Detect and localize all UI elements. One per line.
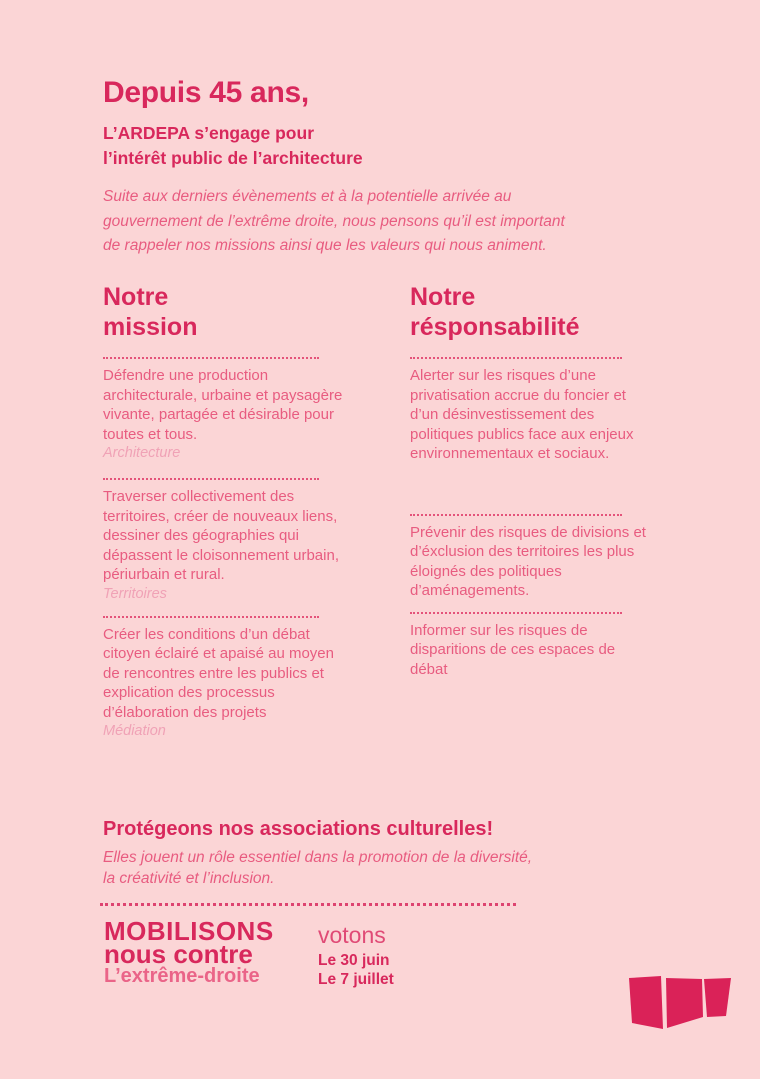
mission-title-line-2: mission xyxy=(103,313,198,341)
mobilize-section xyxy=(104,916,274,987)
mission-title xyxy=(103,282,353,342)
vote-date-2: Le 7 juillet xyxy=(318,971,394,988)
dotted-divider xyxy=(103,357,319,359)
header xyxy=(103,76,593,259)
page-title: Depuis 45 ans, xyxy=(103,76,309,109)
mission-item-tag: Architecture xyxy=(103,445,181,461)
responsibility-item-text: Prévenir des risques de divisions et d’éxclusion des territoires les plus éloignés des politiques d’aménagements. xyxy=(410,523,646,599)
mission-title-line-1: Notre xyxy=(103,283,169,311)
dotted-divider xyxy=(103,616,319,618)
responsibility-item-informer xyxy=(410,612,648,680)
mobilize-line-1: MOBILISONS xyxy=(104,916,274,946)
subtitle xyxy=(103,121,593,171)
responsibility-item-prevenir xyxy=(410,514,648,601)
vote-date-1: Le 30 juin xyxy=(318,952,390,969)
dotted-divider-long xyxy=(100,903,516,906)
mobilize-line-3: L’extrême-droite xyxy=(104,965,260,987)
protect-title: Protégeons nos associations culturelles! xyxy=(103,818,494,840)
responsibility-item-text: Informer sur les risques de disparitions de ces espaces de débat xyxy=(410,621,616,678)
columns xyxy=(103,282,648,739)
mission-item-text: Traverser collectivement des territoires, créer de nouveaux liens, dessiner des géographies qui dépassent le cloisonnement urbain, périurbain et rural. xyxy=(103,488,339,583)
mission-item-text: Créer les conditions d’un débat citoyen éclairé et apaisé au moyen de rencontres entre les publics et explication des processus d’élaboration des projets xyxy=(103,625,334,721)
mission-column xyxy=(103,282,353,739)
dotted-divider xyxy=(410,514,622,516)
mission-item-tag: Médiation xyxy=(103,723,166,739)
ardepa-logo-icon xyxy=(627,975,731,1031)
vote-dates xyxy=(318,951,394,989)
responsibility-title-line-1: Notre xyxy=(410,283,476,311)
subtitle-line-2: l’intérêt public de l’architecture xyxy=(103,148,363,168)
intro-paragraph: Suite aux derniers évènements et à la potentielle arrivée au gouvernement de l’extrême droite, nous pensons qu’il est important de rappeler nos missions ainsi que les valeurs qui nous animent. xyxy=(103,188,565,254)
responsibility-item-alerter xyxy=(410,357,648,464)
vote-label: votons xyxy=(318,922,386,948)
dotted-divider xyxy=(410,357,622,359)
dotted-divider xyxy=(103,478,319,480)
mission-item-text: Défendre une production architecturale, urbaine et paysagère vivante, partagée et désirable pour toutes et tous. xyxy=(103,367,343,443)
responsibility-column xyxy=(410,282,648,739)
protect-section xyxy=(103,818,543,889)
mobilize-line-2: nous contre xyxy=(104,939,253,969)
mission-item-tag: Territoires xyxy=(103,585,167,602)
responsibility-item-text: Alerter sur les risques d’une privatisation accrue du foncier et d’un désinvestissement des politiques publics face aux enjeux environnementaux et sociaux. xyxy=(410,367,634,462)
responsibility-title xyxy=(410,282,648,342)
dotted-divider xyxy=(410,612,622,614)
vote-section xyxy=(318,922,394,989)
mission-item-architecture xyxy=(103,357,353,461)
mission-item-mediation xyxy=(103,616,353,740)
protect-subtitle: Elles jouent un rôle essentiel dans la promotion de la diversité, la créativité et l’inclusion. xyxy=(103,849,533,887)
mission-item-territoires xyxy=(103,478,353,602)
responsibility-title-line-2: résponsabilité xyxy=(410,313,580,341)
subtitle-line-1: L’ARDEPA s’engage pour xyxy=(103,123,314,143)
